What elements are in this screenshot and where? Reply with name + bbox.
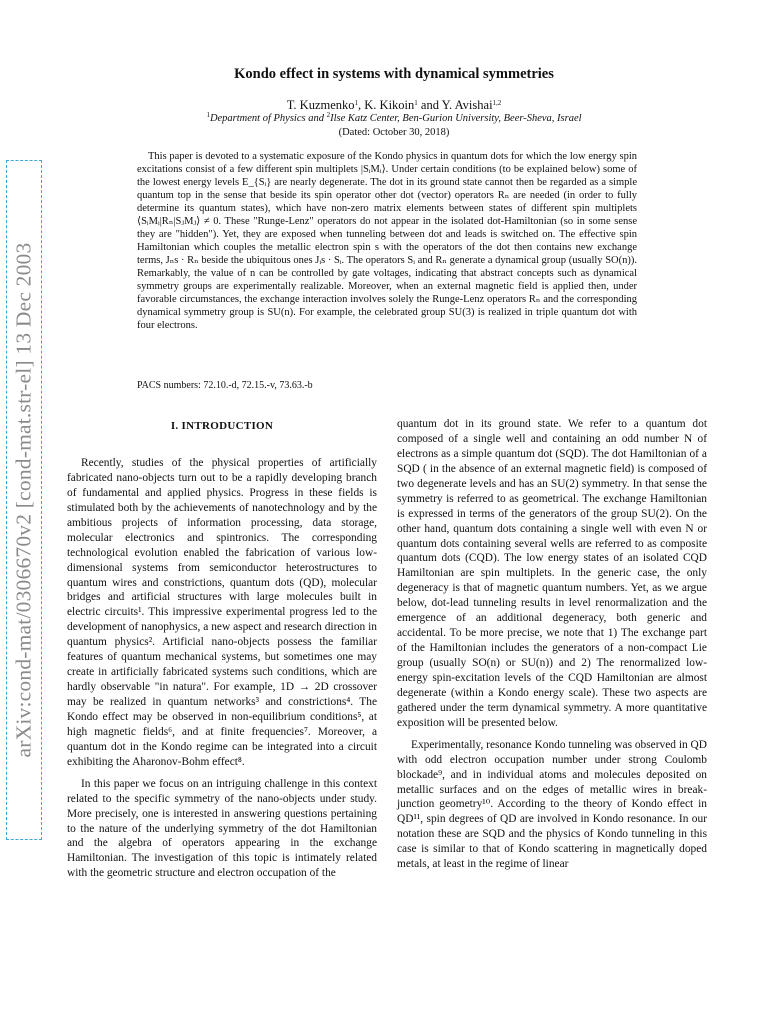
body-paragraph: quantum dot in its ground state. We refer to a quantum dot composed of a single well and containing an odd number N of electrons as a simple quantum dot (SQD). The dot Hamiltonian of a SQD ( in the absence of an external magnetic field) is composed of two degenerate levels and has an SU(2) symmetry. In that sense the symmetry is referred to as geometrical. The exchange Hamiltonian is expressed in terms of the generators of the group SU(2). On the other hand, quantum dots containing a single well with even N or quantum dots containing several wells are referred to as composite quantum dots (CQD). The low energy states of an isolated CQD Hamiltonian are spin multiplets. In the generic case, the only degeneracy is that of magnetic quantum numbers. Yet, as we argue below, dot-lead tunneling results in level renormalization and the emergence of an additional degeneracy, both generic and accidental. To be more precise, we note that 1) The exchange part of the Hamiltonian includes the generators of a non-compact Lie group (usually SO(n) or SU(n)) and 2) The renormalized low-energy spin-excitation levels of the CQD Hamiltonian are almost degenerate (within a Kondo energy scale). These two aspects are gathered under the term dynamical symmetry. A more quantitative exposition will be presented below. xyxy=(397,418,707,729)
body-paragraph: Experimentally, resonance Kondo tunneling was observed in QD with odd electron occupation number under strong Coulomb blockade⁹, and in individual atoms and molecules deposited on metallic surfaces and on the edges of metallic wires in break-junction geometry¹⁰. According to the theory of Kondo effect in QD¹¹, spin degrees of QD are involved in Kondo resonance. In our notation these are SQD and the physics of Kondo tunneling in this case is similar to that of Kondo scattering in magnetically doped metals, at least in the regime of linear xyxy=(397,738,707,871)
paper-title: Kondo effect in systems with dynamical symmetries xyxy=(234,66,554,82)
affil-center: Ilse Katz Center, Ben-Gurion University, Beer-Sheva, Israel xyxy=(330,113,582,124)
affil-mark: 2 xyxy=(326,111,331,119)
date-line: (Dated: October 30, 2018) xyxy=(338,127,450,138)
author-affil-mark: 1 xyxy=(414,99,418,107)
author-conjunction: and xyxy=(417,98,442,112)
pacs-numbers: PACS numbers: 72.10.-d, 72.15.-v, 73.63.-b xyxy=(137,380,313,391)
affil-department: Department of Physics and xyxy=(209,113,327,124)
body-paragraph: In this paper we focus on an intriguing challenge in this context related to the specific symmetry of the nano-objects under study. More precisely, one is interested in answering questions pertaining to the nature of the underlying symmetry of the dot Hamiltonian and the algebra of operators appearing in the exchange Hamiltonian. The investigation of this topic is intimately related with the geometric structure and electron occupation of the xyxy=(67,777,377,880)
author-affil-mark: 1,2 xyxy=(492,99,502,107)
author-list: T. Kuzmenko$^1$, K. Kikoin$^1$ and Y. Avishai$^{1,2}$ xyxy=(286,98,502,112)
author-avishai: Y. Avishai xyxy=(441,98,493,112)
author-affil-mark: 1 xyxy=(354,99,359,107)
author-kikoin: K. Kikoin xyxy=(364,98,415,112)
left-column xyxy=(67,456,377,888)
arxiv-side-stamp xyxy=(6,160,42,840)
affiliations xyxy=(60,113,728,124)
affil-mark: 1 xyxy=(206,111,210,119)
arxiv-identifier: arXiv:cond-mat/0306670v2 [cond-mat.str-el] 13 Dec 2003 xyxy=(11,242,36,758)
right-column xyxy=(397,417,707,879)
section-heading-introduction: I. INTRODUCTION xyxy=(170,420,274,432)
body-paragraph: Recently, studies of the physical properties of artificially fabricated nano-objects turn out to be a rapidly developing branch of fundamental and applied physics. Progress in these fields is stimulated both by the achievements of nanotechnology and by the ambitious projects of information processing, data storage, molecular electronics and spintronics. The corresponding technological evolution enabled the fabrication of various low-dimensional systems from semiconductor heterostructures to quantum wires and constrictions, quantum dots (QD), molecular bridges and artificial structures with large molecules built in electric circuits¹. This impressive experimental progress led to the development of nanophysics, a new aspect and research direction in quantum physics². Artificial nano-objects possess the familiar features of quantum mechanical systems, but sometimes one may create in artificially fabricated systems such conditions, which are hardly observable "in natura". For example, 1D → 2D crossover may be realized in quantum networks³ and constrictions⁴. The Kondo effect may be observed in non-equilibrium conditions⁵, at high magnetic fields⁶, and at finite frequencies⁷. Moreover, a quantum dot in the Kondo regime can be integrated into a circuit exhibiting the Aharonov-Bohm effect⁸. xyxy=(67,457,377,768)
abstract: This paper is devoted to a systematic exposure of the Kondo physics in quantum dots for which the low energy spin excitations consist of a few different spin multiplets |SᵢMᵢ⟩. Under certain conditions (to be explained below) some of the lowest energy levels E_{Sᵢ} are nearly degenerate. The dot in its ground state cannot then be regarded as a simple quantum top in the sense that beside its spin operator other dot (vector) operators Rₙ are needed (in order to fully determine its quantum states), which have non-zero matrix elements between states of different spin multiplets ⟨SᵢMᵢ|Rₙ|SⱼMⱼ⟩ ≠ 0. These "Runge-Lenz" operators do not appear in the isolated dot-Hamiltonian (so in some sense they are "hidden"). Yet, they are exposed when tunneling between dot and leads is switched on. The effective spin Hamiltonian which couples the metallic electron spin s with the operators of the dot then contains new exchange terms, Jₙs · Rₙ beside the ubiquitous ones Jᵢs · Sᵢ. The operators Sᵢ and Rₙ generate a dynamical group (usually SO(n)). Remarkably, the value of n can be controlled by gate voltages, indicating that abstract concepts such as dynamical symmetry groups are experimentally realizable. Moreover, when an external magnetic field is applied then, under favorable circumstances, the exchange interaction involves solely the Runge-Lenz operators Rₙ and the corresponding dynamical symmetry group is SU(n). For example, the celebrated group SU(3) is realized in triple quantum dot with four electrons. xyxy=(137,151,637,331)
author-kuzmenko: T. Kuzmenko xyxy=(286,98,355,112)
